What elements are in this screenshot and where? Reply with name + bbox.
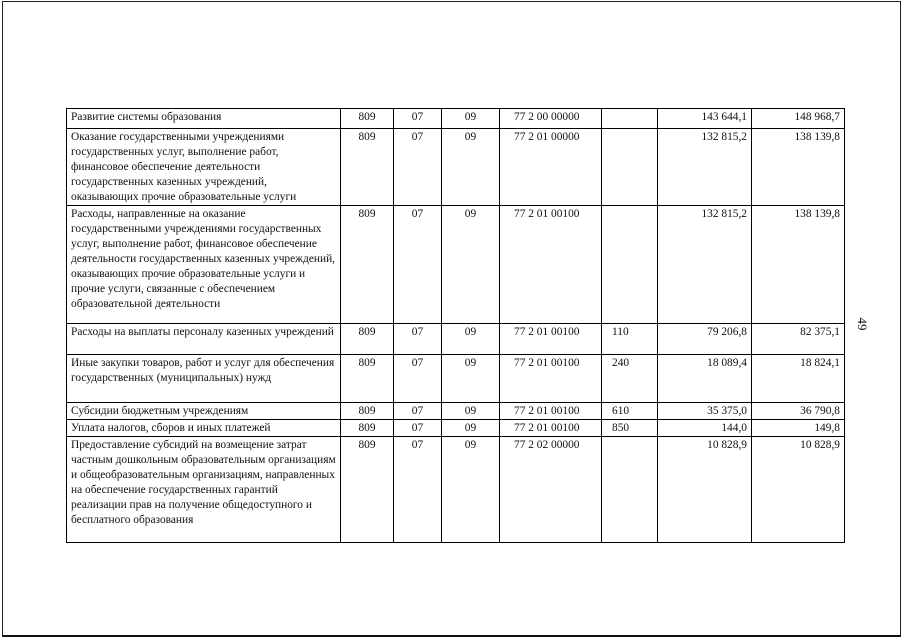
cell-ved: 809 [341,403,394,420]
cell-sum1: 132 815,2 [658,129,752,206]
cell-rz: 07 [394,420,442,437]
cell-csr: 77 2 01 00100 [500,355,602,403]
table-row [67,109,845,129]
cell-sum1: 132 815,2 [658,206,752,324]
cell-rz: 07 [394,403,442,420]
table-row [67,355,845,403]
cell-name: Расходы на выплаты персоналу казенных учреждений [67,324,341,355]
cell-rz: 07 [394,129,442,206]
cell-rz: 07 [394,324,442,355]
cell-name: Субсидии бюджетным учреждениям [67,403,341,420]
table-row [67,437,845,543]
cell-sum2: 138 139,8 [752,129,845,206]
cell-name: Предоставление субсидий на возмещение затрат частным дошкольным образовательным организациям и общеобразовательным организациям, направленных на обеспечение государственных гарантий реализации прав на получение общедоступного и бесплатного образования [67,437,341,543]
table-row [67,206,845,324]
cell-vr: 610 [602,403,658,420]
cell-pr: 09 [442,129,500,206]
cell-ved: 809 [341,206,394,324]
cell-ved: 809 [341,355,394,403]
cell-csr: 77 2 00 00000 [500,109,602,129]
cell-rz: 07 [394,206,442,324]
cell-vr [602,109,658,129]
cell-vr [602,437,658,543]
cell-pr: 09 [442,324,500,355]
cell-pr: 09 [442,109,500,129]
cell-vr [602,206,658,324]
cell-vr: 240 [602,355,658,403]
budget-table [66,108,845,543]
cell-sum1: 79 206,8 [658,324,752,355]
table-row [67,324,845,355]
cell-name: Уплата налогов, сборов и иных платежей [67,420,341,437]
table-row [67,420,845,437]
cell-pr: 09 [442,403,500,420]
cell-rz: 07 [394,437,442,543]
cell-pr: 09 [442,355,500,403]
cell-name: Иные закупки товаров, работ и услуг для обеспечения государственных (муниципальных) нужд [67,355,341,403]
cell-sum1: 143 644,1 [658,109,752,129]
cell-ved: 809 [341,324,394,355]
cell-sum1: 10 828,9 [658,437,752,543]
cell-sum2: 10 828,9 [752,437,845,543]
cell-rz: 07 [394,109,442,129]
cell-ved: 809 [341,109,394,129]
cell-name: Расходы, направленные на оказание государственными учреждениями государственных услуг, выполнение работ, финансовое обеспечение деятельности государственных казенных учреждений, оказывающих прочие образовательные услуги и прочие услуги, связанные с обеспечением образовательной деятельности [67,206,341,324]
cell-sum1: 35 375,0 [658,403,752,420]
cell-csr: 77 2 02 00000 [500,437,602,543]
cell-name: Развитие системы образования [67,109,341,129]
cell-vr: 110 [602,324,658,355]
cell-csr: 77 2 01 00100 [500,420,602,437]
cell-ved: 809 [341,129,394,206]
cell-rz: 07 [394,355,442,403]
cell-vr [602,129,658,206]
cell-ved: 809 [341,437,394,543]
cell-csr: 77 2 01 00100 [500,403,602,420]
cell-sum1: 144,0 [658,420,752,437]
cell-ved: 809 [341,420,394,437]
cell-sum2: 148 968,7 [752,109,845,129]
cell-name: Оказание государственными учреждениями государственных услуг, выполнение работ, финансовое обеспечение деятельности государственных казенных учреждений, оказывающих прочие образовательные услуги [67,129,341,206]
cell-csr: 77 2 01 00000 [500,129,602,206]
cell-vr: 850 [602,420,658,437]
cell-sum1: 18 089,4 [658,355,752,403]
table-row [67,129,845,206]
cell-sum2: 18 824,1 [752,355,845,403]
table-body [67,109,845,543]
cell-csr: 77 2 01 00100 [500,206,602,324]
cell-sum2: 149,8 [752,420,845,437]
cell-csr: 77 2 01 00100 [500,324,602,355]
cell-sum2: 138 139,8 [752,206,845,324]
table-row [67,403,845,420]
cell-pr: 09 [442,206,500,324]
cell-pr: 09 [442,420,500,437]
cell-sum2: 36 790,8 [752,403,845,420]
cell-pr: 09 [442,437,500,543]
cell-sum2: 82 375,1 [752,324,845,355]
page-number: 49 [855,317,870,331]
